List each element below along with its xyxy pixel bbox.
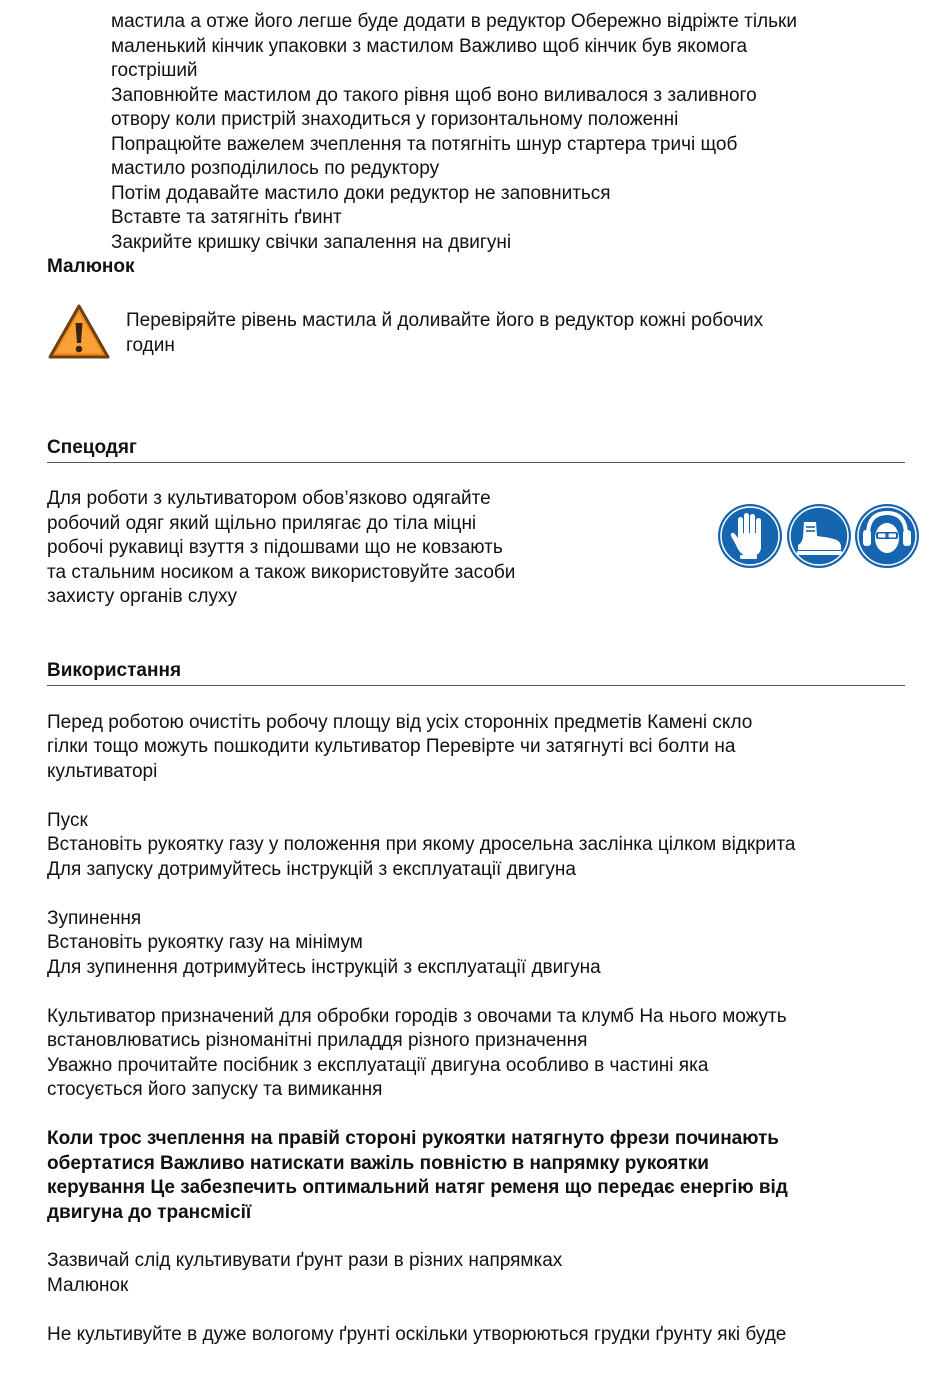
intro-line: мастила а отже його легше буде додати в редуктор Обережно відріжте тільки	[111, 11, 797, 32]
clothing-text: робочий одяг який щільно прилягає до тіла міцні	[47, 513, 477, 534]
intro-line: Закрийте кришку свічки запалення на двигуні	[111, 232, 512, 253]
intro-line: маленький кінчик упаковки з мастилом Важливо щоб кінчик був якомога	[111, 36, 748, 57]
intro-line: отвору коли пристрій знаходиться у горизонтальному положенні	[111, 109, 679, 130]
figure-label: Малюнок	[47, 256, 135, 277]
usage-text: Перед роботою очистіть робочу площу від усіх сторонніх предметів Камені скло	[47, 712, 753, 733]
warning-text: Перевіряйте рівень мастила й доливайте його в редуктор кожні робочих	[126, 310, 764, 331]
safety-boot-icon	[786, 503, 852, 569]
usage-text: Культиватор призначений для обробки городів з овочами та клумб На нього можуть	[47, 1006, 787, 1027]
usage-text: Для запуску дотримуйтесь інструкцій з експлуатації двигуна	[47, 859, 576, 880]
usage-text: Встановіть рукоятку газу на мінімум	[47, 932, 363, 953]
intro-line: гостріший	[111, 60, 198, 81]
intro-line: Попрацюйте важелем зчеплення та потягніть шнур стартера тричі щоб	[111, 134, 738, 155]
important-note: двигуна до трансмісії	[47, 1202, 252, 1223]
clothing-text: Для роботи з культиватором обов’язково одягайте	[47, 488, 491, 509]
intro-line: мастило розподілилось по редуктору	[111, 158, 440, 179]
intro-line: Заповнюйте мастилом до такого рівня щоб воно виливалося з заливного	[111, 85, 757, 106]
usage-text: Уважно прочитайте посібник з експлуатації двигуна особливо в частині яка	[47, 1055, 709, 1076]
warning-text: годин	[126, 335, 175, 356]
usage-text: Встановіть рукоятку газу у положення при якому дросельна заслінка цілком відкрита	[47, 834, 796, 855]
important-note: Коли трос зчеплення на правій стороні рукоятки натягнуто фрези починають	[47, 1128, 779, 1149]
usage-text: гілки тощо можуть пошкодити культиватор Перевірте чи затягнуті всі болти на	[47, 736, 736, 757]
important-note: керування Це забезпечить оптимальний натяг ременя що передає енергію від	[47, 1177, 788, 1198]
usage-text: Для зупинення дотримуйтесь інструкцій з експлуатації двигуна	[47, 957, 601, 978]
usage-text: культиваторі	[47, 761, 158, 782]
start-heading: Пуск	[47, 810, 88, 831]
clothing-text: робочі рукавиці взуття з підошвами що не ковзають	[47, 537, 503, 558]
usage-text: стосується його запуску та вимикання	[47, 1079, 383, 1100]
important-note: обертатися Важливо натискати важіль повністю в напрямку рукоятки	[47, 1153, 709, 1174]
intro-line: Потім додавайте мастило доки редуктор не заповниться	[111, 183, 611, 204]
warning-triangle-icon	[47, 303, 111, 361]
usage-text: встановлюватись різноманітні приладдя різного призначення	[47, 1030, 588, 1051]
section-heading-usage: Використання	[47, 660, 182, 681]
clothing-text: та стальним носиком а також використовуйте засоби	[47, 562, 516, 583]
section-divider	[47, 462, 905, 463]
section-divider	[47, 685, 905, 686]
usage-text: Зазвичай слід культивувати ґрунт рази в різних напрямках	[47, 1250, 563, 1271]
intro-line: Вставте та затягніть ґвинт	[111, 207, 342, 228]
figure-label: Малюнок	[47, 1275, 129, 1296]
usage-text: Не культивуйте в дуже вологому ґрунті оскільки утворюються грудки ґрунту які буде	[47, 1324, 787, 1345]
section-heading-clothing: Спецодяг	[47, 437, 137, 458]
ear-eye-protection-icon	[854, 503, 920, 569]
stop-heading: Зупинення	[47, 908, 142, 929]
gloves-icon	[717, 503, 783, 569]
clothing-text: захисту органів слуху	[47, 586, 237, 607]
